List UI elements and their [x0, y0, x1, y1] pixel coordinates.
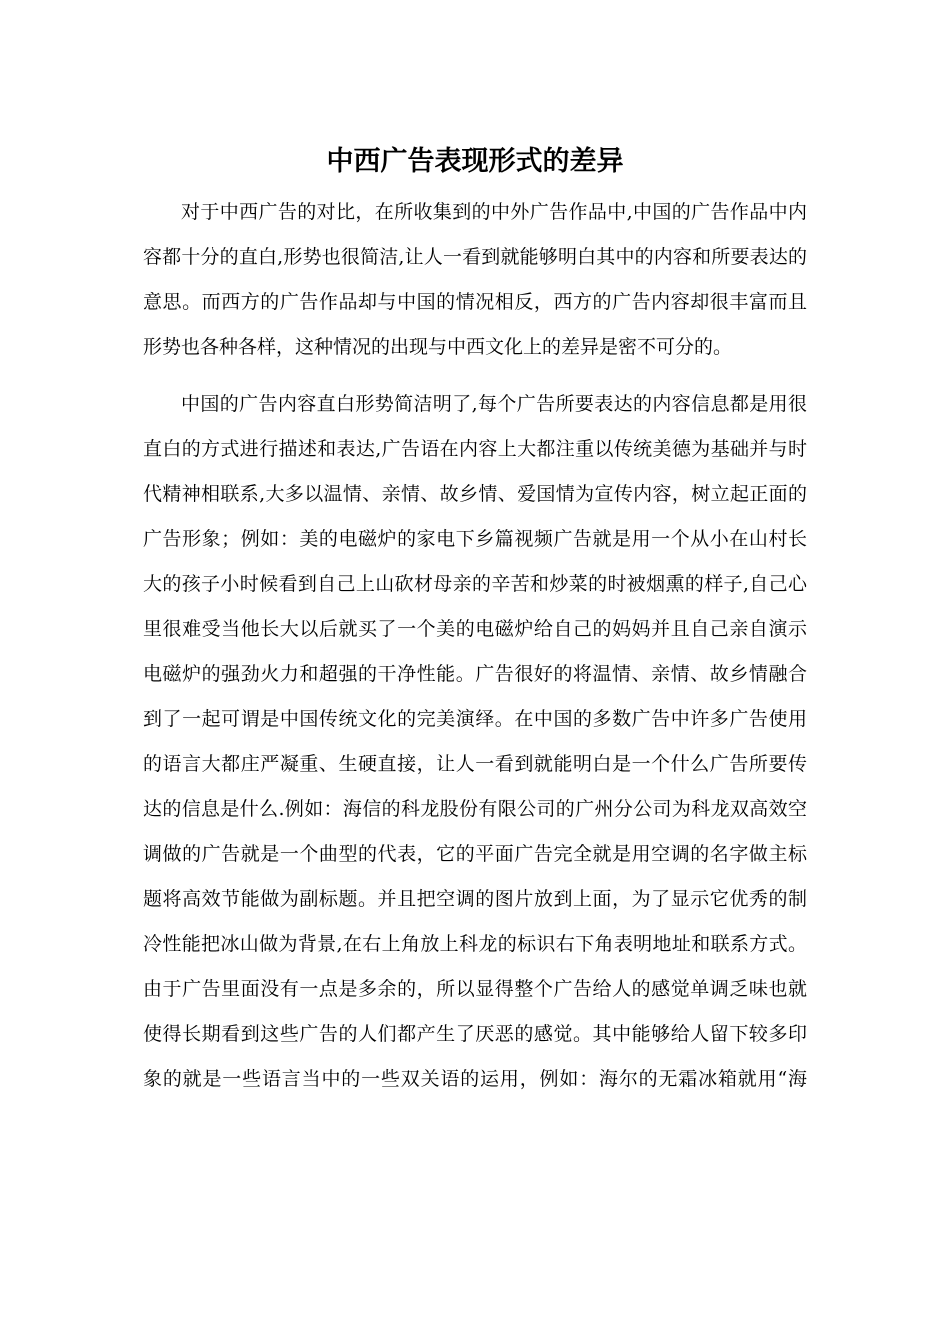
text-line: 调做的广告就是一个曲型的代表，它的平面广告完全就是用空调的名字做主标	[143, 843, 807, 865]
text-line: 到了一起可谓是中国传统文化的完美演绎。在中国的多数广告中许多广告使用	[143, 708, 807, 730]
text-line: 达的信息是什么.例如：海信的科龙股份有限公司的广州分公司为科龙双高效空	[143, 798, 807, 820]
text-line: 使得长期看到这些广告的人们都产生了厌恶的感觉。其中能够给人留下较多印	[143, 1023, 807, 1045]
text-line: 冷性能把冰山做为背景,在右上角放上科龙的标识右下角表明地址和联系方式。	[143, 933, 807, 955]
text-line: 容都十分的直白,形势也很简洁,让人一看到就能够明白其中的内容和所要表达的	[143, 246, 807, 268]
text-line: 对于中西广告的对比，在所收集到的中外广告作品中,中国的广告作品中内	[181, 201, 807, 223]
text-line: 形势也各种各样，这种情况的出现与中西文化上的差异是密不可分的。	[143, 336, 733, 358]
paragraph-1	[143, 190, 807, 370]
text-line: 大的孩子小时候看到自己上山砍材母亲的辛苦和炒菜的时被烟熏的样子,自己心	[143, 573, 807, 595]
paragraph-2	[143, 382, 807, 1102]
text-line: 象的就是一些语言当中的一些双关语的运用，例如：海尔的无霜冰箱就用“海	[143, 1068, 807, 1090]
text-line: 中国的广告内容直白形势简洁明了,每个广告所要表达的内容信息都是用很	[181, 393, 807, 415]
text-line: 电磁炉的强劲火力和超强的干净性能。广告很好的将温情、亲情、故乡情融合	[143, 663, 807, 685]
text-line: 的语言大都庄严凝重、生硬直接，让人一看到就能明白是一个什么广告所要传	[143, 753, 807, 775]
document-body	[143, 190, 807, 1102]
text-line: 由于广告里面没有一点是多余的，所以显得整个广告给人的感觉单调乏味也就	[143, 978, 807, 1000]
text-line: 广告形象；例如：美的电磁炉的家电下乡篇视频广告就是用一个从小在山村长	[143, 528, 807, 550]
text-line: 题将高效节能做为副标题。并且把空调的图片放到上面，为了显示它优秀的制	[143, 888, 807, 910]
text-line: 里很难受当他长大以后就买了一个美的电磁炉给自己的妈妈并且自己亲自演示	[143, 618, 807, 640]
document-title: 中西广告表现形式的差异	[326, 146, 624, 177]
text-line: 直白的方式进行描述和表达,广告语在内容上大都注重以传统美德为基础并与时	[143, 438, 807, 460]
text-line: 代精神相联系,大多以温情、亲情、故乡情、爱国情为宣传内容，树立起正面的	[143, 483, 807, 505]
text-line: 意思。而西方的广告作品却与中国的情况相反，西方的广告内容却很丰富而且	[143, 291, 807, 313]
